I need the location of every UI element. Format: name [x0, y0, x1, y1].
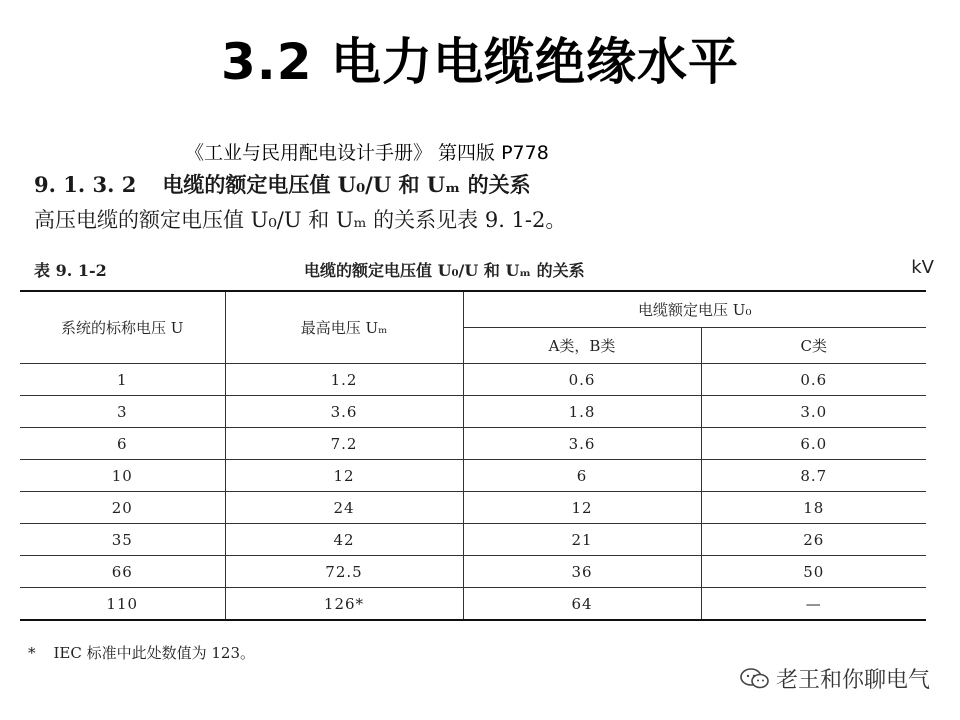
cell-nominal: 10	[20, 460, 225, 492]
cell-nominal: 6	[20, 428, 225, 460]
cell-class-ab: 21	[463, 524, 701, 556]
cell-nominal: 66	[20, 556, 225, 588]
cell-nominal: 3	[20, 396, 225, 428]
table-number: 表 9. 1-2	[34, 261, 107, 280]
header-class-c: C类	[701, 328, 926, 364]
footnote-text: IEC 标准中此处数值为 123。	[53, 644, 256, 662]
cell-class-ab: 64	[463, 588, 701, 621]
table-row	[20, 460, 926, 492]
cell-max: 126*	[225, 588, 463, 621]
cell-class-c: 8.7	[701, 460, 926, 492]
scanned-page	[20, 166, 935, 666]
cell-nominal: 1	[20, 364, 225, 396]
section-number: 9. 1. 3. 2	[34, 172, 137, 197]
header-nominal-voltage: 系统的标称电压 U	[20, 291, 225, 364]
header-class-ab: A类，B类	[463, 328, 701, 364]
cell-class-ab: 6	[463, 460, 701, 492]
cell-class-ab: 1.8	[463, 396, 701, 428]
cell-nominal: 35	[20, 524, 225, 556]
table-unit: kV	[911, 257, 934, 278]
watermark	[740, 663, 930, 694]
cell-max: 7.2	[225, 428, 463, 460]
cell-class-c: 26	[701, 524, 926, 556]
cell-class-c: 18	[701, 492, 926, 524]
watermark-text: 老王和你聊电气	[775, 668, 930, 693]
cell-class-ab: 36	[463, 556, 701, 588]
header-max-voltage: 最高电压 Uₘ	[225, 291, 463, 364]
section-body: 高压电缆的额定电压值 U₀/U 和 Uₘ 的关系见表 9. 1-2。	[34, 208, 567, 232]
cell-class-ab: 12	[463, 492, 701, 524]
table-row	[20, 524, 926, 556]
source-reference: 《工业与民用配电设计手册》 第四版 P778	[185, 142, 549, 164]
cell-max: 24	[225, 492, 463, 524]
cell-class-c: 50	[701, 556, 926, 588]
table-footnote	[28, 642, 255, 663]
cell-max: 3.6	[225, 396, 463, 428]
cell-class-ab: 0.6	[463, 364, 701, 396]
cell-class-c: 3.0	[701, 396, 926, 428]
table-row	[20, 364, 926, 396]
voltage-table	[20, 290, 926, 621]
table-row	[20, 556, 926, 588]
cell-max: 12	[225, 460, 463, 492]
footnote-mark: *	[28, 644, 36, 662]
cell-nominal: 20	[20, 492, 225, 524]
cell-class-ab: 3.6	[463, 428, 701, 460]
cell-class-c: 0.6	[701, 364, 926, 396]
cell-class-c: —	[701, 588, 926, 621]
header-rated-voltage-group: 电缆额定电压 U₀	[463, 291, 926, 328]
cell-max: 1.2	[225, 364, 463, 396]
slide-title: 3.2 电力电缆绝缘水平	[221, 33, 739, 91]
cell-class-c: 6.0	[701, 428, 926, 460]
table-title: 电缆的额定电压值 U₀/U 和 Uₘ 的关系	[304, 261, 585, 280]
section-heading-text: 电缆的额定电压值 U₀/U 和 Uₘ 的关系	[162, 172, 531, 197]
table-row	[20, 492, 926, 524]
cell-max: 72.5	[225, 556, 463, 588]
section-heading	[34, 169, 531, 199]
wechat-icon	[740, 668, 770, 690]
table-row	[20, 396, 926, 428]
cell-max: 42	[225, 524, 463, 556]
cell-nominal: 110	[20, 588, 225, 621]
table-row	[20, 588, 926, 621]
table-row	[20, 428, 926, 460]
